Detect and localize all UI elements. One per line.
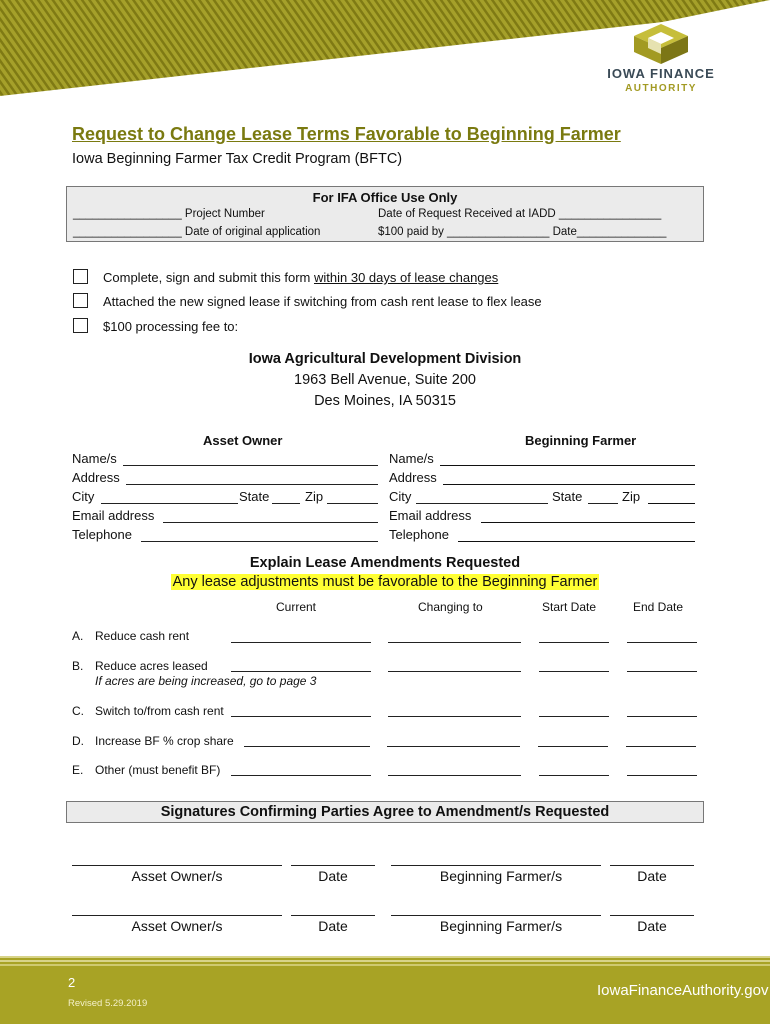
checkbox-processing-fee[interactable] bbox=[73, 318, 88, 333]
owner-city-input[interactable] bbox=[101, 503, 238, 504]
owner-email-label: Email address bbox=[72, 508, 155, 523]
sig1-farmer-date-line[interactable] bbox=[610, 865, 694, 866]
owner-city-label: City bbox=[72, 489, 95, 504]
owner-zip-label: Zip bbox=[305, 489, 324, 504]
row-a-start-input[interactable] bbox=[539, 642, 609, 643]
farmer-names-label: Name/s bbox=[389, 451, 434, 466]
row-e-end-input[interactable] bbox=[627, 775, 697, 776]
row-d-start-input[interactable] bbox=[538, 746, 608, 747]
farmer-zip-label: Zip bbox=[622, 489, 641, 504]
row-b-changing-input[interactable] bbox=[388, 671, 521, 672]
owner-zip-input[interactable] bbox=[327, 503, 378, 504]
farmer-state-input[interactable] bbox=[588, 503, 618, 504]
row-b-label: Reduce acres leased bbox=[95, 659, 208, 673]
owner-phone-label: Telephone bbox=[72, 527, 132, 542]
sig1-owner-date-label: Date bbox=[318, 868, 348, 884]
sig1-owner-line[interactable] bbox=[72, 865, 282, 866]
owner-address-label: Address bbox=[72, 470, 120, 485]
row-e-changing-input[interactable] bbox=[388, 775, 521, 776]
row-c-letter: C. bbox=[72, 704, 84, 718]
farmer-email-input[interactable] bbox=[481, 522, 695, 523]
checkbox-attach-lease[interactable] bbox=[73, 293, 88, 308]
asset-owner-heading: Asset Owner bbox=[203, 433, 283, 448]
row-e-label: Other (must benefit BF) bbox=[95, 763, 221, 777]
owner-state-input[interactable] bbox=[272, 503, 300, 504]
row-a-current-input[interactable] bbox=[231, 642, 371, 643]
row-e-letter: E. bbox=[72, 763, 84, 777]
sig1-farmer-line[interactable] bbox=[391, 865, 601, 866]
sig2-owner-label: Asset Owner/s bbox=[131, 918, 223, 934]
project-number-field: _________________ Project Number bbox=[73, 208, 265, 220]
sig2-farmer-label: Beginning Farmer/s bbox=[439, 918, 563, 934]
farmer-address-input[interactable] bbox=[443, 484, 695, 485]
sig1-farmer-date-label: Date bbox=[637, 868, 667, 884]
signatures-box bbox=[66, 801, 704, 823]
row-a-letter: A. bbox=[72, 629, 84, 643]
farmer-phone-input[interactable] bbox=[458, 541, 695, 542]
website-link[interactable]: IowaFinanceAuthority.gov bbox=[597, 982, 769, 999]
row-b-note: If acres are being increased, go to page 3 bbox=[95, 674, 317, 688]
row-b-start-input[interactable] bbox=[539, 671, 609, 672]
farmer-zip-input[interactable] bbox=[648, 503, 695, 504]
farmer-email-label: Email address bbox=[389, 508, 472, 523]
address-org: Iowa Agricultural Development Division bbox=[248, 351, 522, 367]
amendments-warning: Any lease adjustments must be favorable to the Beginning Farmer bbox=[172, 574, 598, 590]
row-d-label: Increase BF % crop share bbox=[95, 734, 234, 748]
fee-paid-field: $100 paid by ________________ Date______________ bbox=[378, 226, 667, 238]
page-title: Request to Change Lease Terms Favorable to Beginning Farmer bbox=[72, 124, 621, 144]
footer-band bbox=[0, 956, 770, 1024]
row-c-end-input[interactable] bbox=[627, 716, 697, 717]
row-c-start-input[interactable] bbox=[539, 716, 609, 717]
checklist-item-2: Attached the new signed lease if switching from cash rent lease to flex lease bbox=[103, 294, 542, 309]
row-a-label: Reduce cash rent bbox=[95, 629, 190, 643]
row-d-changing-input[interactable] bbox=[387, 746, 520, 747]
amendments-warning-wrap bbox=[0, 573, 770, 591]
farmer-city-label: City bbox=[389, 489, 412, 504]
row-c-label: Switch to/from cash rent bbox=[95, 704, 224, 718]
sig2-farmer-date-label: Date bbox=[637, 918, 667, 934]
sig2-owner-date-line[interactable] bbox=[291, 915, 375, 916]
sig2-owner-date-label: Date bbox=[318, 918, 348, 934]
col-start-date: Start Date bbox=[542, 600, 597, 614]
sig1-owner-date-line[interactable] bbox=[291, 865, 375, 866]
header-band bbox=[0, 0, 770, 96]
footer-stripes bbox=[0, 956, 770, 970]
sig2-farmer-date-line[interactable] bbox=[610, 915, 694, 916]
office-use-title: For IFA Office Use Only bbox=[312, 190, 458, 205]
owner-phone-input[interactable] bbox=[141, 541, 378, 542]
sig1-farmer-label: Beginning Farmer/s bbox=[439, 868, 563, 884]
col-end-date: End Date bbox=[633, 600, 684, 614]
logo-text-line2: AUTHORITY bbox=[625, 83, 697, 94]
col-current: Current bbox=[276, 600, 317, 614]
farmer-names-input[interactable] bbox=[440, 465, 695, 466]
address-street: 1963 Bell Avenue, Suite 200 bbox=[294, 372, 476, 388]
farmer-address-label: Address bbox=[389, 470, 437, 485]
checklist-item-3: $100 processing fee to: bbox=[103, 319, 239, 334]
row-c-changing-input[interactable] bbox=[388, 716, 521, 717]
checkbox-submit-form[interactable] bbox=[73, 269, 88, 284]
owner-names-label: Name/s bbox=[72, 451, 117, 466]
owner-email-input[interactable] bbox=[163, 522, 378, 523]
row-d-end-input[interactable] bbox=[626, 746, 696, 747]
request-received-field: Date of Request Received at IADD ________________ bbox=[378, 208, 662, 220]
sig2-farmer-line[interactable] bbox=[391, 915, 601, 916]
row-e-current-input[interactable] bbox=[231, 775, 371, 776]
checklist-item-1: Complete, sign and submit this form within 30 days of lease changes bbox=[103, 270, 499, 285]
row-a-changing-input[interactable] bbox=[388, 642, 521, 643]
revised-date: Revised 5.29.2019 bbox=[68, 998, 148, 1009]
farmer-city-input[interactable] bbox=[416, 503, 548, 504]
page-number: 2 bbox=[68, 975, 76, 990]
row-d-letter: D. bbox=[72, 734, 84, 748]
row-b-end-input[interactable] bbox=[627, 671, 697, 672]
row-e-start-input[interactable] bbox=[539, 775, 609, 776]
owner-state-label: State bbox=[239, 489, 270, 504]
logo-text-line1: IOWA FINANCE bbox=[607, 66, 715, 81]
original-date-field: _________________ Date of original application bbox=[73, 226, 321, 238]
owner-address-input[interactable] bbox=[126, 484, 378, 485]
row-b-current-input[interactable] bbox=[231, 671, 371, 672]
page-subtitle: Iowa Beginning Farmer Tax Credit Program (BFTC) bbox=[72, 151, 403, 167]
row-a-end-input[interactable] bbox=[627, 642, 697, 643]
row-c-current-input[interactable] bbox=[231, 716, 371, 717]
sig1-owner-label: Asset Owner/s bbox=[131, 868, 223, 884]
amendments-title: Explain Lease Amendments Requested bbox=[249, 555, 521, 571]
office-use-box bbox=[66, 186, 704, 242]
beginning-farmer-heading: Beginning Farmer bbox=[525, 433, 637, 448]
farmer-state-label: State bbox=[552, 489, 583, 504]
sig2-owner-line[interactable] bbox=[72, 915, 282, 916]
farmer-phone-label: Telephone bbox=[389, 527, 449, 542]
owner-names-input[interactable] bbox=[123, 465, 378, 466]
ifa-logo-icon bbox=[630, 22, 692, 66]
address-city: Des Moines, IA 50315 bbox=[314, 393, 456, 409]
col-changing-to: Changing to bbox=[418, 600, 483, 614]
signatures-title: Signatures Confirming Parties Agree to Amendment/s Requested bbox=[160, 804, 610, 820]
row-b-letter: B. bbox=[72, 659, 84, 673]
row-d-current-input[interactable] bbox=[244, 746, 370, 747]
